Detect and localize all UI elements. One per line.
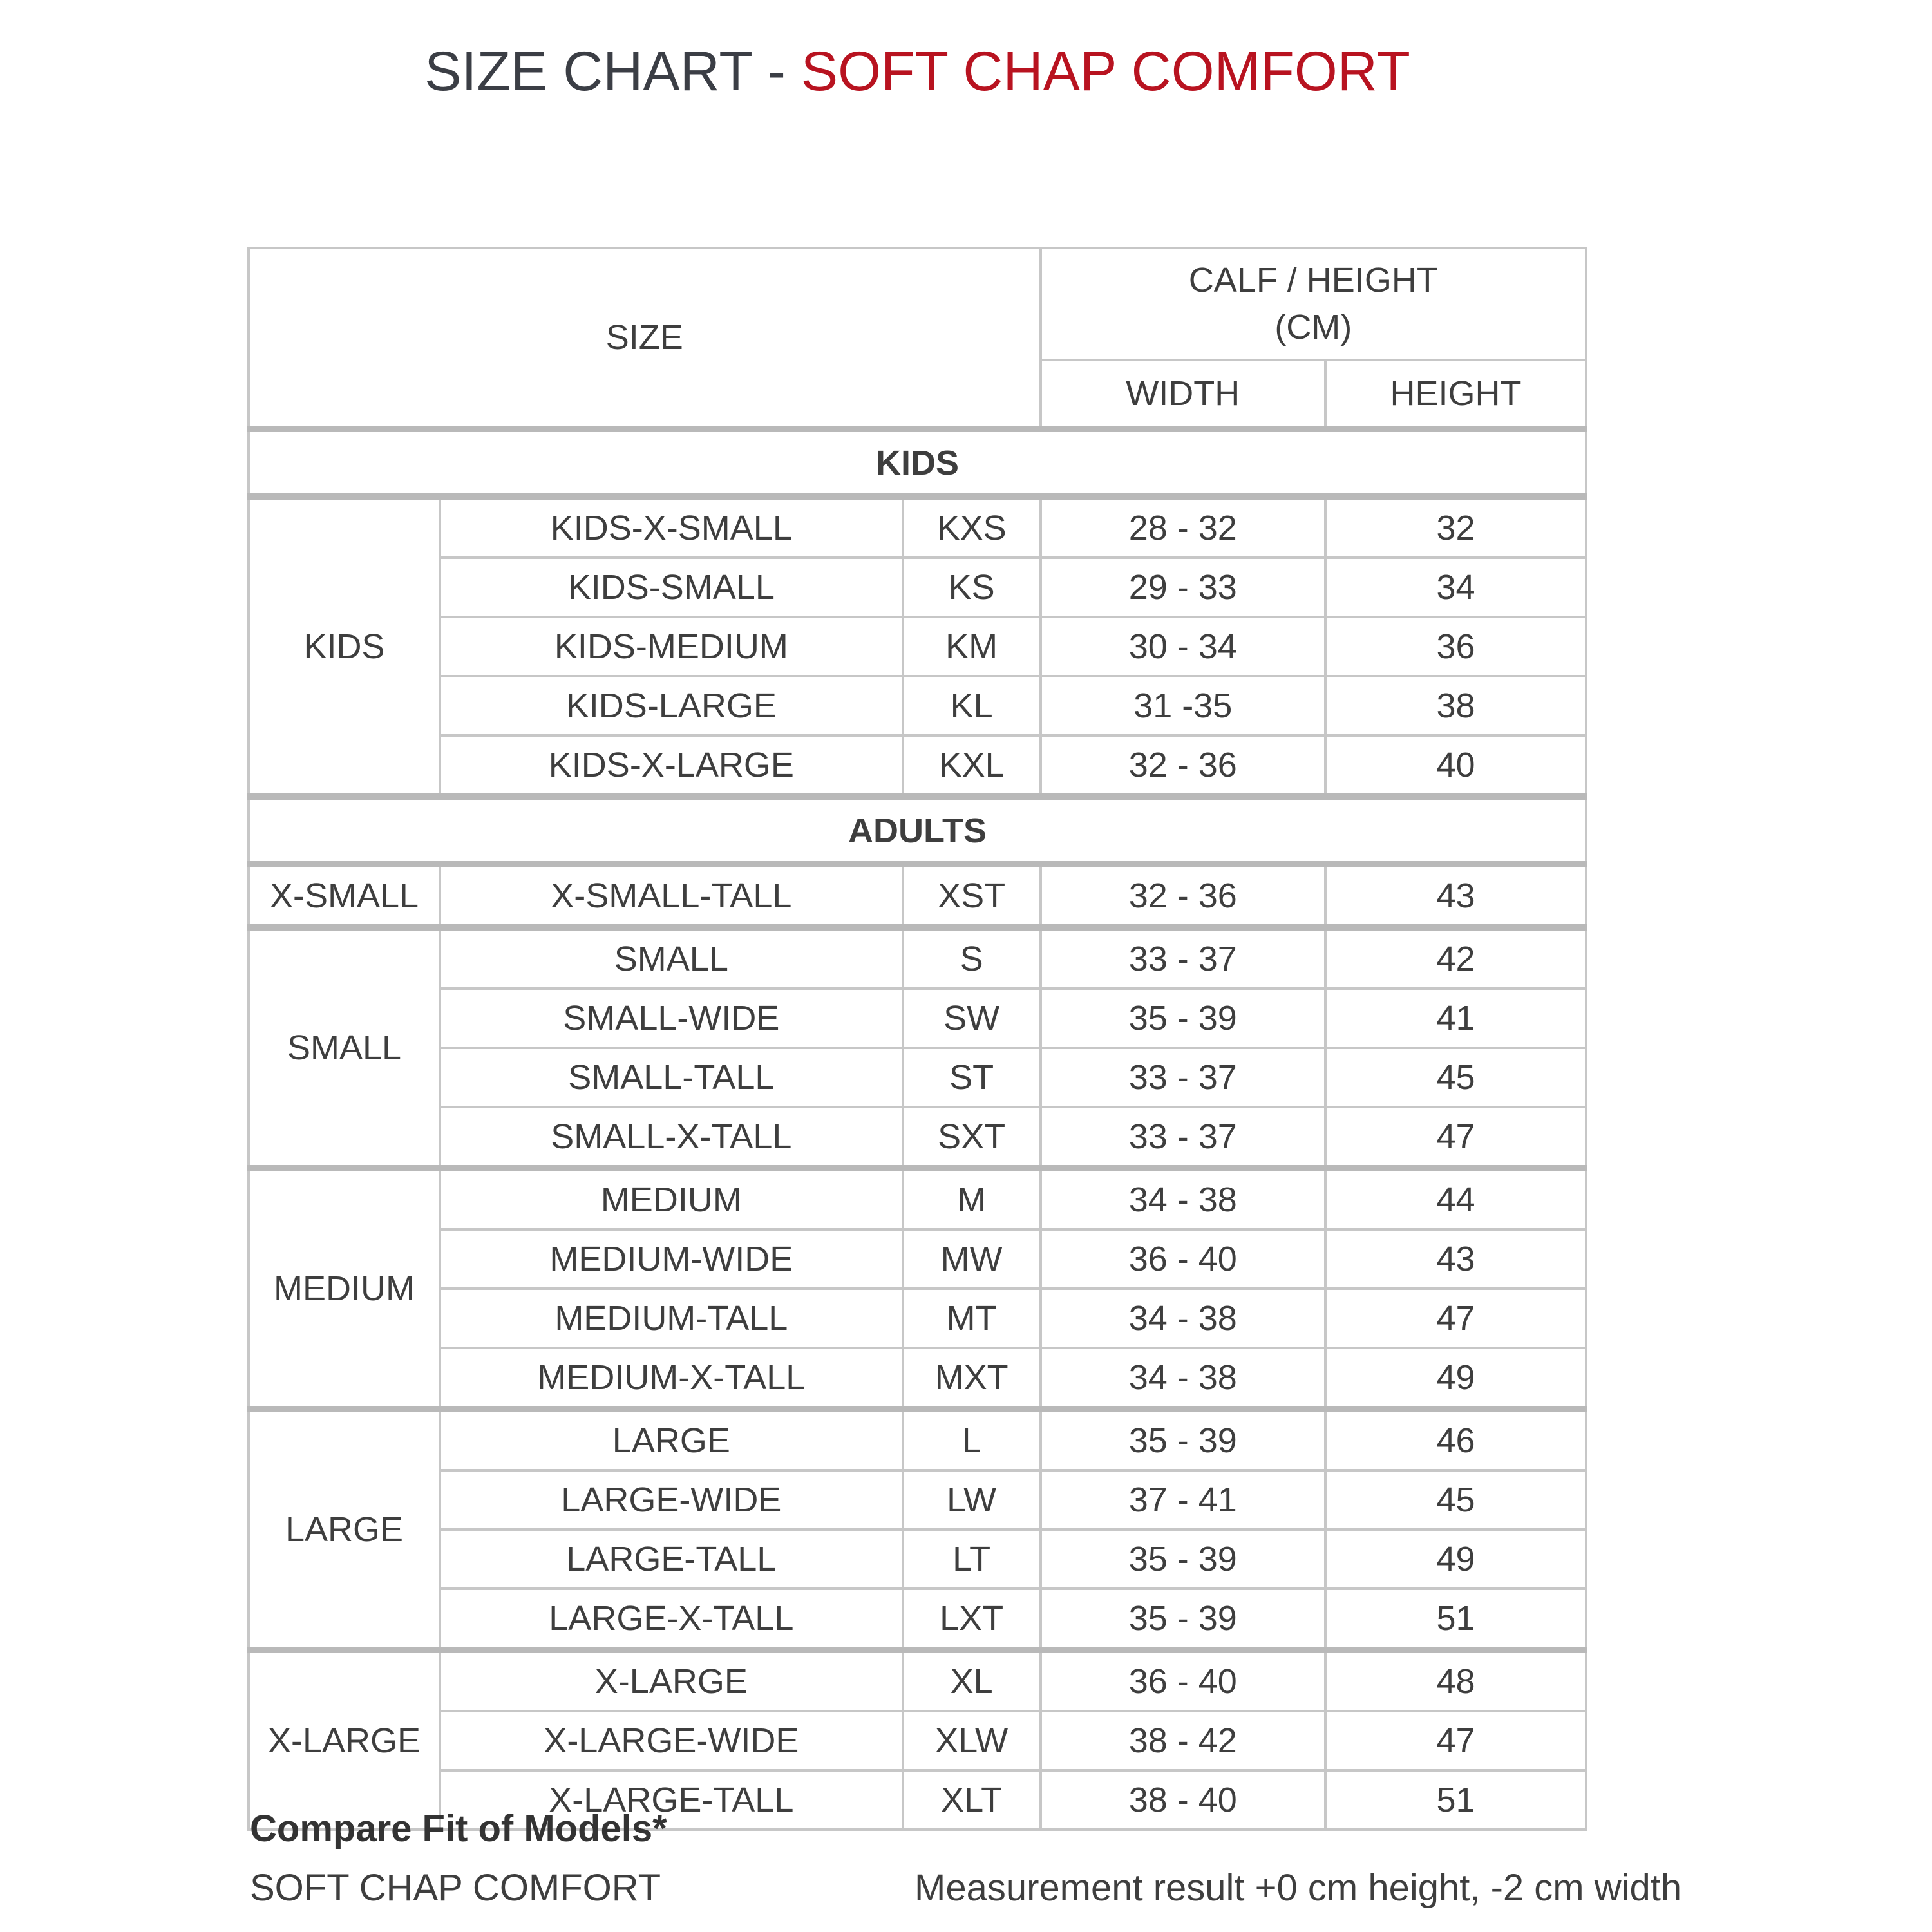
- size-name-cell: LARGE: [440, 1409, 903, 1470]
- compare-fit-label: Compare Fit of Models*: [250, 1808, 667, 1850]
- table-row: [249, 1530, 1586, 1589]
- size-code-cell: MT: [903, 1289, 1041, 1348]
- size-code-cell: SW: [903, 989, 1041, 1048]
- size-name-cell: MEDIUM-TALL: [440, 1289, 903, 1348]
- column-header-height: HEIGHT: [1325, 360, 1586, 429]
- size-code-cell: XLW: [903, 1711, 1041, 1770]
- table-row: [249, 676, 1586, 735]
- column-header-calf-height: [1041, 248, 1586, 360]
- calf-height-cell: 36: [1325, 617, 1586, 676]
- size-chart-table: [247, 247, 1587, 1831]
- size-code-cell: XL: [903, 1650, 1041, 1711]
- calf-height-cell: 51: [1325, 1589, 1586, 1650]
- calf-height-cell: 42: [1325, 927, 1586, 989]
- calf-height-cell: 47: [1325, 1107, 1586, 1168]
- calf-height-cell: 48: [1325, 1650, 1586, 1711]
- calf-width-cell: 37 - 41: [1041, 1470, 1325, 1530]
- group-label-cell: MEDIUM: [249, 1168, 440, 1409]
- group-label-cell: KIDS: [249, 497, 440, 797]
- size-name-cell: LARGE-WIDE: [440, 1470, 903, 1530]
- calf-height-line2: (CM): [1274, 308, 1352, 346]
- table-row: [249, 1107, 1586, 1168]
- table-row: [249, 617, 1586, 676]
- size-code-cell: LXT: [903, 1589, 1041, 1650]
- calf-width-cell: 32 - 36: [1041, 735, 1325, 797]
- calf-height-cell: 40: [1325, 735, 1586, 797]
- calf-height-cell: 41: [1325, 989, 1586, 1048]
- size-chart-table-wrapper: [247, 247, 1587, 1831]
- group-label-cell: X-SMALL: [249, 864, 440, 927]
- size-code-cell: XLT: [903, 1770, 1041, 1830]
- calf-height-cell: 45: [1325, 1048, 1586, 1107]
- calf-width-cell: 28 - 32: [1041, 497, 1325, 558]
- calf-width-cell: 33 - 37: [1041, 927, 1325, 989]
- size-name-cell: X-LARGE-TALL: [440, 1770, 903, 1830]
- size-code-cell: KM: [903, 617, 1041, 676]
- table-row: [249, 1650, 1586, 1711]
- size-name-cell: MEDIUM-X-TALL: [440, 1348, 903, 1409]
- size-code-cell: KS: [903, 558, 1041, 617]
- calf-height-cell: 46: [1325, 1409, 1586, 1470]
- column-header-size: SIZE: [249, 248, 1041, 429]
- page-title: [247, 40, 1587, 104]
- section-header-adults: ADULTS: [249, 797, 1586, 864]
- calf-width-cell: 38 - 40: [1041, 1770, 1325, 1830]
- size-name-cell: X-SMALL-TALL: [440, 864, 903, 927]
- section-header-kids: KIDS: [249, 429, 1586, 497]
- table-row: [249, 989, 1586, 1048]
- calf-width-cell: 30 - 34: [1041, 617, 1325, 676]
- calf-height-cell: 43: [1325, 864, 1586, 927]
- size-name-cell: KIDS-LARGE: [440, 676, 903, 735]
- table-row: [249, 1409, 1586, 1470]
- section-row-adults: [249, 797, 1586, 864]
- size-name-cell: MEDIUM-WIDE: [440, 1229, 903, 1289]
- footer-model-name: SOFT CHAP COMFORT: [250, 1867, 661, 1909]
- size-name-cell: KIDS-MEDIUM: [440, 617, 903, 676]
- table-row: [249, 1711, 1586, 1770]
- section-row-kids: [249, 429, 1586, 497]
- calf-height-cell: 43: [1325, 1229, 1586, 1289]
- group-label-cell: X-LARGE: [249, 1650, 440, 1830]
- group-label-cell: LARGE: [249, 1409, 440, 1650]
- footer-measurement-note: Measurement result +0 cm height, -2 cm width: [914, 1867, 1682, 1909]
- size-name-cell: SMALL-X-TALL: [440, 1107, 903, 1168]
- size-code-cell: LT: [903, 1530, 1041, 1589]
- table-row: [249, 1229, 1586, 1289]
- size-code-cell: MW: [903, 1229, 1041, 1289]
- size-code-cell: KXS: [903, 497, 1041, 558]
- size-code-cell: ST: [903, 1048, 1041, 1107]
- calf-height-cell: 34: [1325, 558, 1586, 617]
- calf-height-cell: 47: [1325, 1711, 1586, 1770]
- calf-width-cell: 38 - 42: [1041, 1711, 1325, 1770]
- size-name-cell: LARGE-TALL: [440, 1530, 903, 1589]
- size-code-cell: KXL: [903, 735, 1041, 797]
- table-row: [249, 735, 1586, 797]
- calf-width-cell: 35 - 39: [1041, 1409, 1325, 1470]
- page-title-product: SOFT CHAP COMFORT: [800, 41, 1410, 102]
- table-row: [249, 1589, 1586, 1650]
- calf-height-cell: 38: [1325, 676, 1586, 735]
- group-label-cell: SMALL: [249, 927, 440, 1168]
- calf-height-cell: 51: [1325, 1770, 1586, 1830]
- calf-width-cell: 33 - 37: [1041, 1048, 1325, 1107]
- size-code-cell: MXT: [903, 1348, 1041, 1409]
- calf-height-cell: 45: [1325, 1470, 1586, 1530]
- table-row: [249, 927, 1586, 989]
- page-title-prefix: SIZE CHART -: [424, 41, 801, 102]
- table-row: [249, 1168, 1586, 1229]
- size-name-cell: LARGE-X-TALL: [440, 1589, 903, 1650]
- calf-width-cell: 35 - 39: [1041, 1530, 1325, 1589]
- size-code-cell: L: [903, 1409, 1041, 1470]
- calf-width-cell: 34 - 38: [1041, 1348, 1325, 1409]
- calf-width-cell: 36 - 40: [1041, 1650, 1325, 1711]
- table-row: [249, 1348, 1586, 1409]
- table-row: [249, 497, 1586, 558]
- size-code-cell: KL: [903, 676, 1041, 735]
- size-name-cell: X-LARGE: [440, 1650, 903, 1711]
- size-name-cell: SMALL: [440, 927, 903, 989]
- size-name-cell: KIDS-SMALL: [440, 558, 903, 617]
- calf-height-cell: 49: [1325, 1348, 1586, 1409]
- calf-height-cell: 44: [1325, 1168, 1586, 1229]
- size-code-cell: SXT: [903, 1107, 1041, 1168]
- calf-width-cell: 36 - 40: [1041, 1229, 1325, 1289]
- calf-width-cell: 31 -35: [1041, 676, 1325, 735]
- calf-height-line1: CALF / HEIGHT: [1188, 261, 1438, 300]
- size-code-cell: XST: [903, 864, 1041, 927]
- size-code-cell: LW: [903, 1470, 1041, 1530]
- table-row: [249, 864, 1586, 927]
- size-name-cell: X-LARGE-WIDE: [440, 1711, 903, 1770]
- table-row: [249, 1048, 1586, 1107]
- size-name-cell: KIDS-X-LARGE: [440, 735, 903, 797]
- calf-width-cell: 29 - 33: [1041, 558, 1325, 617]
- calf-width-cell: 35 - 39: [1041, 1589, 1325, 1650]
- calf-height-cell: 47: [1325, 1289, 1586, 1348]
- size-code-cell: S: [903, 927, 1041, 989]
- size-name-cell: SMALL-TALL: [440, 1048, 903, 1107]
- calf-height-cell: 32: [1325, 497, 1586, 558]
- calf-width-cell: 32 - 36: [1041, 864, 1325, 927]
- size-name-cell: SMALL-WIDE: [440, 989, 903, 1048]
- calf-width-cell: 35 - 39: [1041, 989, 1325, 1048]
- table-row: [249, 1289, 1586, 1348]
- table-row: [249, 558, 1586, 617]
- calf-width-cell: 34 - 38: [1041, 1168, 1325, 1229]
- column-header-width: WIDTH: [1041, 360, 1325, 429]
- size-code-cell: M: [903, 1168, 1041, 1229]
- size-name-cell: KIDS-X-SMALL: [440, 497, 903, 558]
- calf-width-cell: 34 - 38: [1041, 1289, 1325, 1348]
- size-table-body: [249, 429, 1586, 1830]
- calf-width-cell: 33 - 37: [1041, 1107, 1325, 1168]
- table-row: [249, 1470, 1586, 1530]
- size-name-cell: MEDIUM: [440, 1168, 903, 1229]
- calf-height-cell: 49: [1325, 1530, 1586, 1589]
